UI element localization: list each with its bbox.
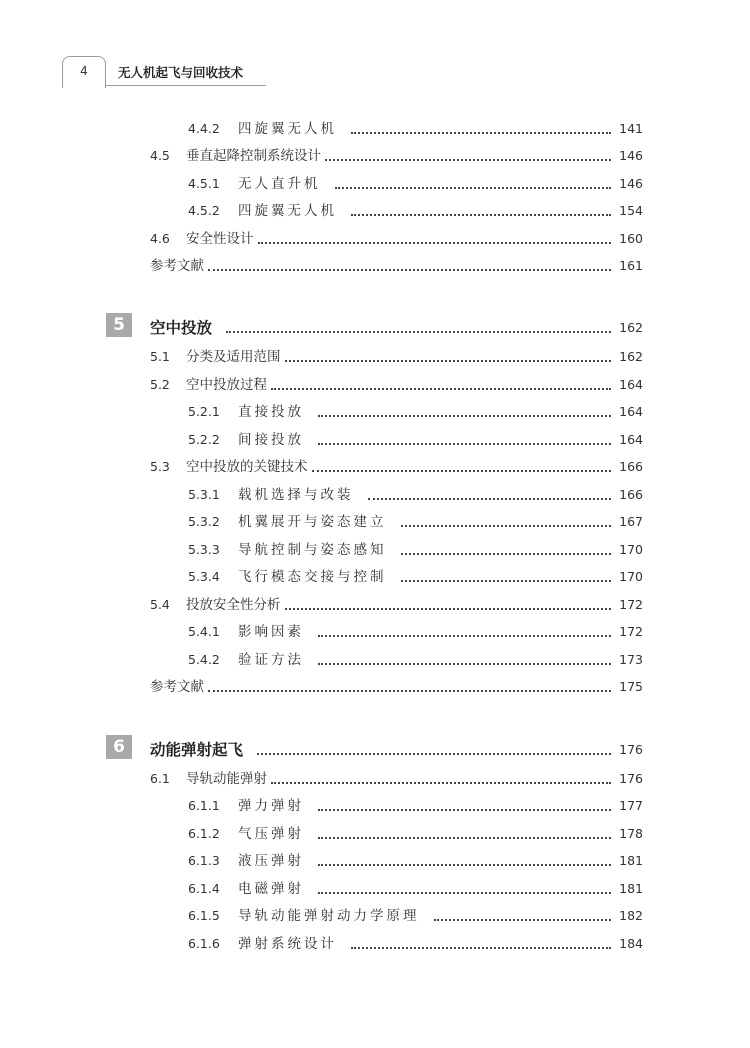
section-number: 4.5.2 [188,203,220,218]
page-ref: 166 [619,459,643,474]
leader-dots [318,635,611,637]
page-ref: 166 [619,487,643,502]
toc-entry[interactable] [188,876,643,898]
section-title: 影响因素 [238,624,304,640]
section-title: 弹力弹射 [238,798,304,814]
leader-dots [351,132,611,134]
leader-dots [271,782,611,784]
leader-dots [401,525,612,527]
page-ref: 141 [619,121,643,136]
section-title: 导轨动能弹射动力学原理 [238,908,420,924]
toc-entry[interactable] [188,647,643,669]
section-number: 5.4 [150,597,170,612]
toc-entry[interactable] [188,482,643,504]
section-title: 间接投放 [238,432,304,448]
section-title: 安全性设计 [186,231,254,247]
page-ref: 170 [619,569,643,584]
toc-entry[interactable] [188,619,643,641]
section-title: 四旋翼无人机 [238,121,337,137]
page-ref: 178 [619,826,643,841]
section-number: 6.1.5 [188,908,220,923]
chapter-heading[interactable] [106,733,643,759]
leader-dots [325,159,611,161]
leader-dots [401,580,612,582]
leader-dots [312,470,612,472]
chapter-title: 空中投放 [150,319,213,337]
section-number: 6.1.4 [188,881,220,896]
toc-entry[interactable] [188,427,643,449]
page-ref: 164 [619,404,643,419]
page-ref: 172 [619,597,643,612]
section-title: 机翼展开与姿态建立 [238,514,387,530]
leader-dots [285,608,612,610]
section-title: 分类及适用范围 [186,349,281,365]
toc-entry[interactable] [188,399,643,421]
leader-dots [318,892,611,894]
section-title: 无人直升机 [238,176,321,192]
page-ref: 173 [619,652,643,667]
leader-dots [257,753,611,755]
page-ref: 162 [619,349,643,364]
page-ref: 167 [619,514,643,529]
section-number: 5.3.4 [188,569,220,584]
section-number: 4.5.1 [188,176,220,191]
page-ref: 164 [619,377,643,392]
section-number: 4.4.2 [188,121,220,136]
section-number: 6.1.2 [188,826,220,841]
toc-entry[interactable] [150,226,643,248]
page-ref: 176 [619,742,643,757]
toc-entry[interactable] [150,454,643,476]
toc-entry[interactable] [150,372,643,394]
toc-entry[interactable] [188,537,643,559]
section-number: 6.1.3 [188,853,220,868]
toc-entry[interactable] [150,344,643,366]
section-title: 四旋翼无人机 [238,203,337,219]
page-ref: 175 [619,679,643,694]
page-ref: 154 [619,203,643,218]
leader-dots [351,947,611,949]
toc-entry[interactable] [188,509,643,531]
leader-dots [208,690,611,692]
toc-entry[interactable] [150,592,643,614]
leader-dots [318,415,611,417]
section-title: 载机选择与改装 [238,487,354,503]
toc-entry[interactable] [188,793,643,815]
section-number: 5.3.2 [188,514,220,529]
toc-entry[interactable] [188,821,643,843]
page-ref: 184 [619,936,643,951]
page-ref: 164 [619,432,643,447]
section-title: 气压弹射 [238,826,304,842]
section-number: 5.2.2 [188,432,220,447]
toc-entry[interactable] [188,903,643,925]
section-title: 验证方法 [238,652,304,668]
page-ref: 170 [619,542,643,557]
section-title: 空中投放过程 [186,377,267,393]
page-ref: 181 [619,853,643,868]
page-ref: 146 [619,176,643,191]
section-title: 垂直起降控制系统设计 [186,148,321,164]
leader-dots [318,443,611,445]
chapter-heading[interactable] [106,311,643,337]
section-title: 飞行模态交接与控制 [238,569,387,585]
section-title: 电磁弹射 [238,881,304,897]
running-header [0,0,750,100]
page-ref: 146 [619,148,643,163]
section-number: 4.5 [150,148,170,163]
leader-dots [318,809,611,811]
leader-dots [208,269,611,271]
section-title: 参考文献 [150,679,204,695]
toc-entry[interactable] [150,143,643,165]
section-title: 空中投放的关键技术 [186,459,308,475]
section-number: 5.2.1 [188,404,220,419]
leader-dots [351,214,611,216]
chapter-number-badge: 5 [106,313,132,337]
toc-entry-references[interactable] [150,674,643,696]
page-ref: 176 [619,771,643,786]
toc-entry[interactable] [188,116,643,138]
book-title: 无人机起飞与回收技术 [118,65,244,80]
page-ref: 177 [619,798,643,813]
page-ref: 182 [619,908,643,923]
section-number: 5.3 [150,459,170,474]
leader-dots [368,498,612,500]
section-number: 5.2 [150,377,170,392]
leader-dots [258,242,612,244]
leader-dots [401,553,612,555]
leader-dots [318,837,611,839]
section-number: 6.1.1 [188,798,220,813]
page-ref: 172 [619,624,643,639]
leader-dots [271,388,611,390]
leader-dots [285,360,612,362]
leader-dots [318,663,611,665]
leader-dots [226,331,611,333]
leader-dots [318,864,611,866]
section-title: 投放安全性分析 [186,597,281,613]
section-number: 4.6 [150,231,170,246]
toc-entry[interactable] [188,848,643,870]
section-title: 导轨动能弹射 [186,771,267,787]
toc-entry[interactable] [188,198,643,220]
page-ref: 162 [619,320,643,335]
section-number: 5.4.1 [188,624,220,639]
toc-entry[interactable] [188,171,643,193]
toc-entry-references[interactable] [150,253,643,275]
toc-entry[interactable] [188,931,643,953]
page-ref: 161 [619,258,643,273]
leader-dots [335,187,612,189]
section-title: 液压弹射 [238,853,304,869]
section-title: 直接投放 [238,404,304,420]
chapter-title: 动能弹射起飞 [150,741,244,759]
section-number: 5.1 [150,349,170,364]
page-number: 4 [80,64,88,78]
header-rule [106,85,266,86]
section-number: 6.1.6 [188,936,220,951]
page-ref: 181 [619,881,643,896]
section-number: 5.3.1 [188,487,220,502]
page-ref: 160 [619,231,643,246]
section-title: 导航控制与姿态感知 [238,542,387,558]
section-title: 弹射系统设计 [238,936,337,952]
section-number: 5.4.2 [188,652,220,667]
chapter-number-badge: 6 [106,735,132,759]
section-number: 6.1 [150,771,170,786]
leader-dots [434,919,612,921]
section-title: 参考文献 [150,258,204,274]
toc-entry[interactable] [188,564,643,586]
toc-entry[interactable] [150,766,643,788]
section-number: 5.3.3 [188,542,220,557]
